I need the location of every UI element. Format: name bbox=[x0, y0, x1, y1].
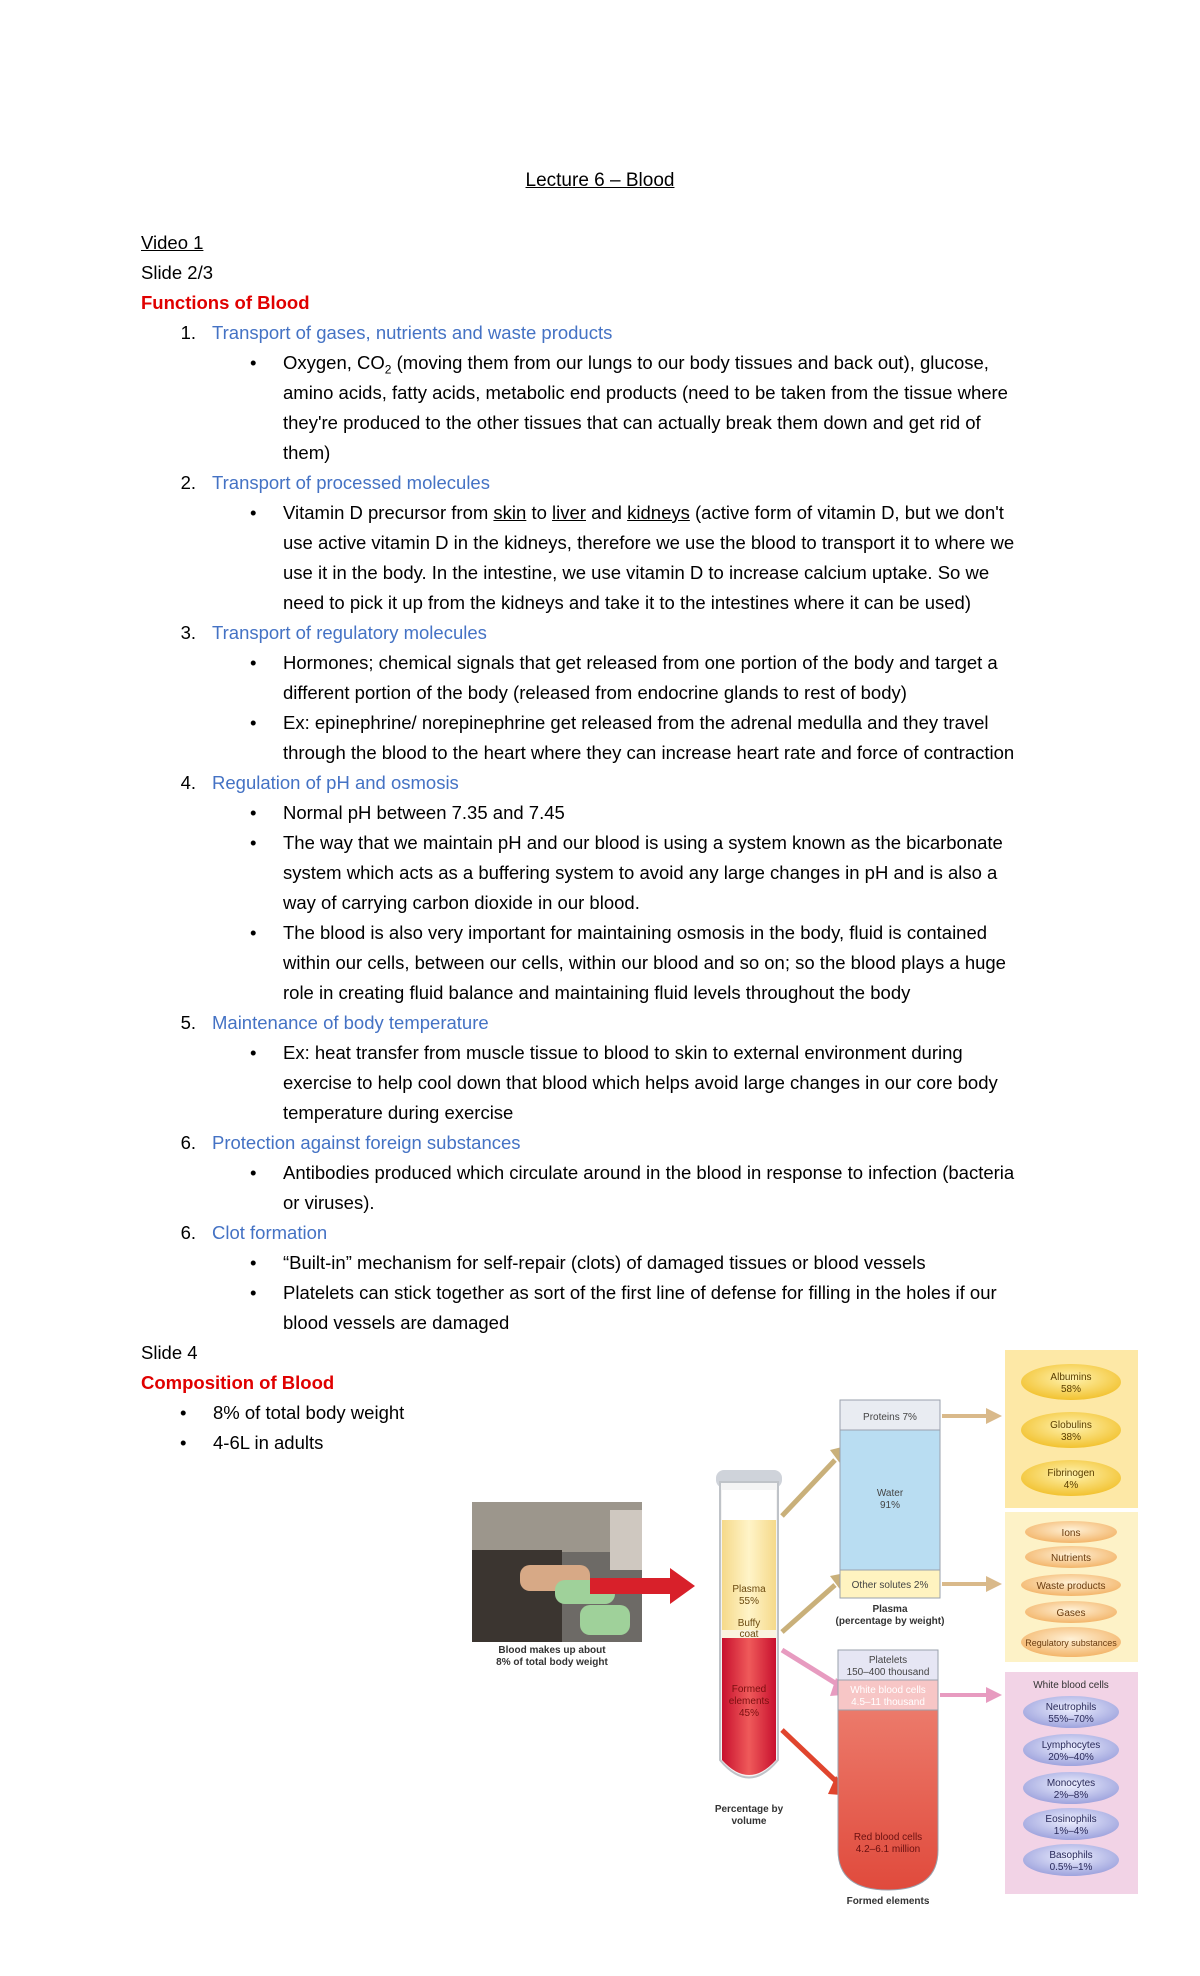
photo-caption: Blood makes up about bbox=[498, 1645, 606, 1656]
platelets-label: Platelets bbox=[868, 1655, 908, 1666]
plasma-caption: Plasma bbox=[872, 1604, 908, 1615]
plasma-column bbox=[840, 1400, 940, 1598]
plasma-water-label: Water bbox=[876, 1488, 904, 1499]
tube-buffy-label: Buffy bbox=[737, 1618, 761, 1629]
arrow-icon bbox=[782, 1460, 835, 1516]
slide-label: Slide 2/3 bbox=[141, 262, 213, 283]
wbc-type-name: Eosinophils bbox=[1045, 1814, 1097, 1825]
tube-caption: Percentage by bbox=[714, 1804, 784, 1815]
protein-pct: 4% bbox=[1063, 1480, 1079, 1491]
wbc-type-name: Lymphocytes bbox=[1041, 1740, 1101, 1751]
bullet-icon: • bbox=[250, 712, 257, 733]
wbc-type-name: Basophils bbox=[1049, 1850, 1093, 1861]
tube-plasma-pct: 55% bbox=[738, 1596, 760, 1607]
wbc-count: 4.5–11 thousand bbox=[851, 1697, 925, 1708]
rbc-label: Red blood cells bbox=[853, 1832, 923, 1843]
bullet-icon: • bbox=[250, 502, 257, 523]
wbc-type-name: Monocytes bbox=[1046, 1778, 1096, 1789]
solute-label: Gases bbox=[1056, 1608, 1086, 1619]
wbc-type-pct: 20%–40% bbox=[1048, 1752, 1094, 1763]
bullet-icon: • bbox=[250, 802, 257, 823]
plasma-proteins-label: Proteins 7% bbox=[863, 1412, 917, 1423]
bullet-icon: • bbox=[250, 1162, 257, 1183]
platelets-count: 150–400 thousand bbox=[846, 1667, 930, 1678]
photo-caption: 8% of total body weight bbox=[496, 1657, 608, 1668]
bullet-icon: • bbox=[250, 652, 257, 673]
bullet-icon: • bbox=[250, 352, 257, 373]
arrow-icon bbox=[782, 1730, 840, 1785]
protein-pct: 58% bbox=[1060, 1384, 1082, 1395]
arrow-icon bbox=[986, 1687, 1002, 1703]
arrow-icon bbox=[986, 1576, 1002, 1592]
bullet-icon: • bbox=[250, 1252, 257, 1273]
protein-name: Globulins bbox=[1050, 1420, 1092, 1431]
wbc-type-name: Neutrophils bbox=[1045, 1702, 1097, 1713]
blood-draw-photo bbox=[472, 1502, 642, 1642]
arrow-icon bbox=[782, 1650, 840, 1686]
composition-heading: Composition of Blood bbox=[141, 1372, 335, 1393]
tube-formed-label: Formed bbox=[731, 1684, 767, 1695]
functions-heading: Functions of Blood bbox=[141, 292, 310, 313]
solute-label: Nutrients bbox=[1050, 1553, 1092, 1564]
tube-formed-label: elements bbox=[728, 1696, 770, 1707]
protein-pct: 38% bbox=[1060, 1432, 1082, 1443]
rbc-count: 4.2–6.1 million bbox=[855, 1844, 921, 1855]
plasma-water-pct: 91% bbox=[879, 1500, 901, 1511]
page-title: Lecture 6 – Blood bbox=[525, 170, 675, 191]
bullet-icon: • bbox=[250, 922, 257, 943]
bullet-icon: • bbox=[180, 1402, 187, 1423]
bullet-icon: • bbox=[250, 1282, 257, 1303]
tube-buffy-label: coat bbox=[739, 1629, 759, 1640]
wbc-label: White blood cells bbox=[850, 1685, 926, 1696]
plasma-other-label: Other solutes 2% bbox=[851, 1580, 929, 1591]
formed-caption: Formed elements bbox=[846, 1896, 930, 1907]
arrow-icon bbox=[782, 1585, 835, 1632]
wbc-type-pct: 2%–8% bbox=[1053, 1790, 1089, 1801]
blood-composition-figure bbox=[460, 1350, 1150, 1910]
arrow-icon bbox=[986, 1408, 1002, 1424]
slide-label: Slide 4 bbox=[141, 1342, 198, 1363]
tube-caption: volume bbox=[731, 1816, 767, 1827]
wbc-type-pct: 1%–4% bbox=[1053, 1826, 1089, 1837]
bullet-icon: • bbox=[180, 1432, 187, 1453]
solute-label: Regulatory substances bbox=[1025, 1638, 1117, 1648]
bullet-icon: • bbox=[250, 1042, 257, 1063]
video-label: Video 1 bbox=[141, 232, 204, 253]
solute-label: Waste products bbox=[1036, 1581, 1106, 1592]
solute-label: Ions bbox=[1061, 1528, 1081, 1539]
tube-plasma-label: Plasma bbox=[732, 1584, 766, 1595]
wbc-type-pct: 55%–70% bbox=[1048, 1714, 1094, 1725]
bullet-icon: • bbox=[250, 832, 257, 853]
wbc-type-pct: 0.5%–1% bbox=[1049, 1862, 1093, 1873]
plasma-caption: (percentage by weight) bbox=[835, 1616, 945, 1627]
wbc-panel-title: White blood cells bbox=[1033, 1680, 1109, 1691]
protein-name: Albumins bbox=[1050, 1372, 1092, 1383]
document-page: Lecture 6 – Blood Video 1 Slide 2/3 Functions of Blood 1. Transport of gases, nutrients and waste products • Oxygen, $CO_2$ (moving them from our lungs to our body tissues and back out), glucose, amino acids, fatty acids, metabolic end products (need to be taken from the tissue where they're produced to the other tissues that can actually break them down and get rid of them) 2. Transport of processed molecules • Vitamin D precursor from skin to liver and kidneys (active form of vitamin D, but we don't use active vitamin D in the kidneys, therefore we use the blood to transport it to where we use it in the body. In the intestine, we use vitamin D to increase calcium uptake. So we need to pick it up from the kidneys and take it to the intestines where it can be used) 3. Transport of regulatory molecules • Hormones; chemical signals that get released from one portion of the body and target a different portion of the body (released from endocrine glands to rest of body) • Ex: epinephrine/ norepinephrine get released from the adrenal medulla and they travel through the blood to the heart where they can increase heart rate and force of contraction 4. Regulation of pH and osmosis • Normal pH between 7.35 and 7.45 • The way that we maintain pH and our blood is using a system known as the bicarbonate system which acts as a buffering system to avoid any large changes in pH and is also a way of carrying carbon dioxide in our blood. • The blood is also very important for maintaining osmosis in the body, fluid is contained within our cells, between our cells, within our blood and so on; so the blood plays a huge role in creating fluid balance and maintaining fluid levels throughout the body 5. Maintenance of body temperature • Ex: heat transfer from muscle tissue to blood to skin to external environment during exercise to help cool down that blood which helps avoid large changes in our core body temperature during exercise 6. Protection against foreign substances • Antibodies produced which circulate around in the blood in response to infection (bacteria or viruses). 6. Clot formation • “Built-in” mechanism for self-repair (clots) of damaged tissues or blood vessels • Platelets can stick together as sort of the first line of defense for filling in the holes if our blood vessels are damaged Slide 4 Composition of Blood • 8% of total body weight • 4-6L in adults Blood makes up about 8% of total body weight Plasma 55% Buffy coat Formed elements 45% Percentage by volume Proteins 7% Water 91% Other solutes 2% Plasma (percentage by weight) Platelets 150–400 thousand White blood cells 4.5–11 thousand Red blood cells 4.2–6.1 million Formed elements Albumins 58% Globulins 38% Fibrinogen 4% Ions Nutrients Waste products Gases Regulatory substances White blood cells Neutrophils 55%–70% Lymphocytes 20%–40% Monocytes 2%–8% Eosinophils 1%–4% Basophils 0.5%–1% bbox=[0, 0, 1200, 1976]
protein-name: Fibrinogen bbox=[1047, 1468, 1095, 1479]
tube-formed-pct: 45% bbox=[738, 1708, 760, 1719]
